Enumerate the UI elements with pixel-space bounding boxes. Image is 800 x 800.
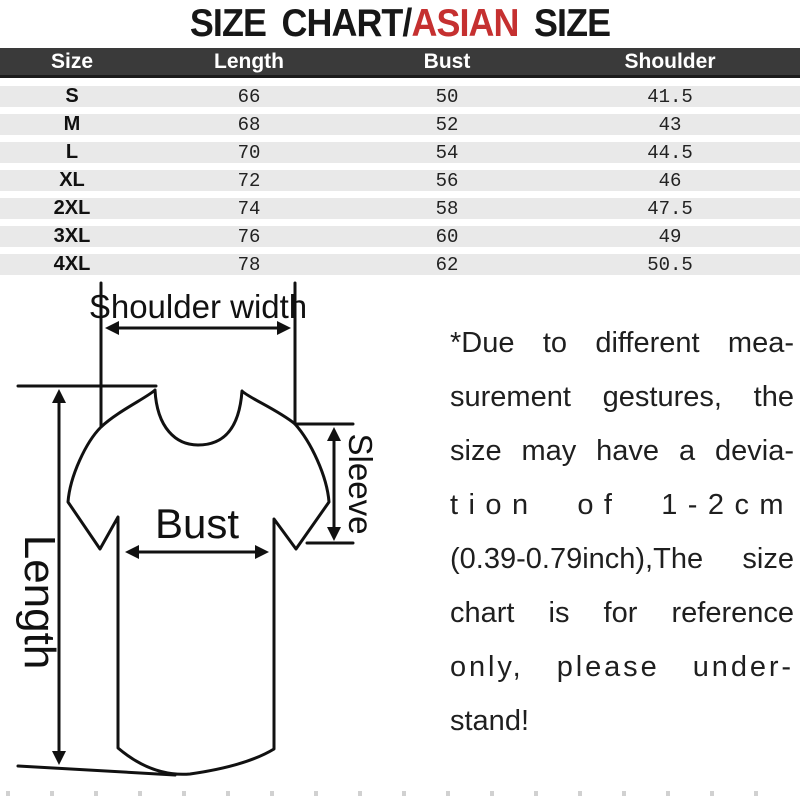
row-bust: 60 xyxy=(435,225,459,248)
page-title xyxy=(32,2,768,46)
row-bust: 50 xyxy=(435,85,459,108)
row-length: 76 xyxy=(237,225,261,248)
tshirt-outline xyxy=(68,390,329,774)
header-bust: Bust xyxy=(423,49,471,73)
title-highlight-asian: ASIAN xyxy=(411,2,519,45)
shoulder-width-label: Shoulder width xyxy=(88,288,308,325)
table-header-row xyxy=(0,48,800,78)
table-row xyxy=(0,198,800,219)
sleeve-label: Sleeve xyxy=(342,433,379,535)
row-bust: 58 xyxy=(435,197,459,220)
title-prefix: SIZE CHART/ xyxy=(189,2,412,45)
row-length: 70 xyxy=(237,141,261,164)
row-bust: 54 xyxy=(435,141,459,164)
row-size: M xyxy=(63,113,81,135)
row-bust: 56 xyxy=(435,169,459,192)
note-line: surement gestures, the xyxy=(450,381,794,413)
table-row xyxy=(0,254,800,275)
row-length: 78 xyxy=(237,253,261,276)
arrowhead-bust-right xyxy=(255,545,269,559)
arrowhead-sleeve-top xyxy=(327,427,341,441)
table-row xyxy=(0,86,800,107)
row-length: 68 xyxy=(237,113,261,136)
table-row xyxy=(0,170,800,191)
tshirt-measurement-diagram xyxy=(0,280,430,800)
arrowhead-length-bottom xyxy=(52,751,66,765)
note-line: chart is for reference xyxy=(450,597,794,629)
row-size: S xyxy=(65,85,79,107)
length-label: Length xyxy=(15,534,64,670)
tshirt-diagram-svg xyxy=(0,280,430,800)
row-length: 72 xyxy=(237,169,261,192)
row-shoulder: 41.5 xyxy=(647,85,693,108)
header-length: Length xyxy=(214,49,284,73)
title-suffix: SIZE xyxy=(518,2,611,45)
table-row xyxy=(0,226,800,247)
note-line: *Due to different mea- xyxy=(450,327,794,359)
arrowhead-sleeve-bottom xyxy=(327,527,341,541)
size-table xyxy=(0,48,800,275)
note-line: only, please under- xyxy=(450,651,794,683)
row-bust: 62 xyxy=(435,253,459,276)
row-bust: 52 xyxy=(435,113,459,136)
row-shoulder: 49 xyxy=(658,225,682,248)
bust-label: Bust xyxy=(154,500,240,547)
row-size: XL xyxy=(59,169,85,191)
row-length: 74 xyxy=(237,197,261,220)
note-line: size may have a devia- xyxy=(450,435,794,467)
header-shoulder: Shoulder xyxy=(624,49,716,73)
row-shoulder: 44.5 xyxy=(647,141,693,164)
row-size: 3XL xyxy=(53,225,91,247)
row-shoulder: 46 xyxy=(658,169,682,192)
row-size: L xyxy=(65,141,79,163)
measurement-disclaimer xyxy=(450,316,794,748)
note-line: stand! xyxy=(450,705,529,737)
row-shoulder: 50.5 xyxy=(647,253,693,276)
arrowhead-bust-left xyxy=(125,545,139,559)
row-size: 4XL xyxy=(53,253,91,275)
row-shoulder: 47.5 xyxy=(647,197,693,220)
note-line: (0.39-0.79inch),The size xyxy=(450,543,794,575)
row-shoulder: 43 xyxy=(658,113,682,136)
table-row xyxy=(0,114,800,135)
row-size: 2XL xyxy=(53,197,91,219)
cropped-text-marks xyxy=(6,791,796,796)
note-line: tion of 1-2cm xyxy=(450,489,794,521)
table-row xyxy=(0,142,800,163)
row-length: 66 xyxy=(237,85,261,108)
arrowhead-length-top xyxy=(52,389,66,403)
header-size: Size xyxy=(50,49,94,73)
